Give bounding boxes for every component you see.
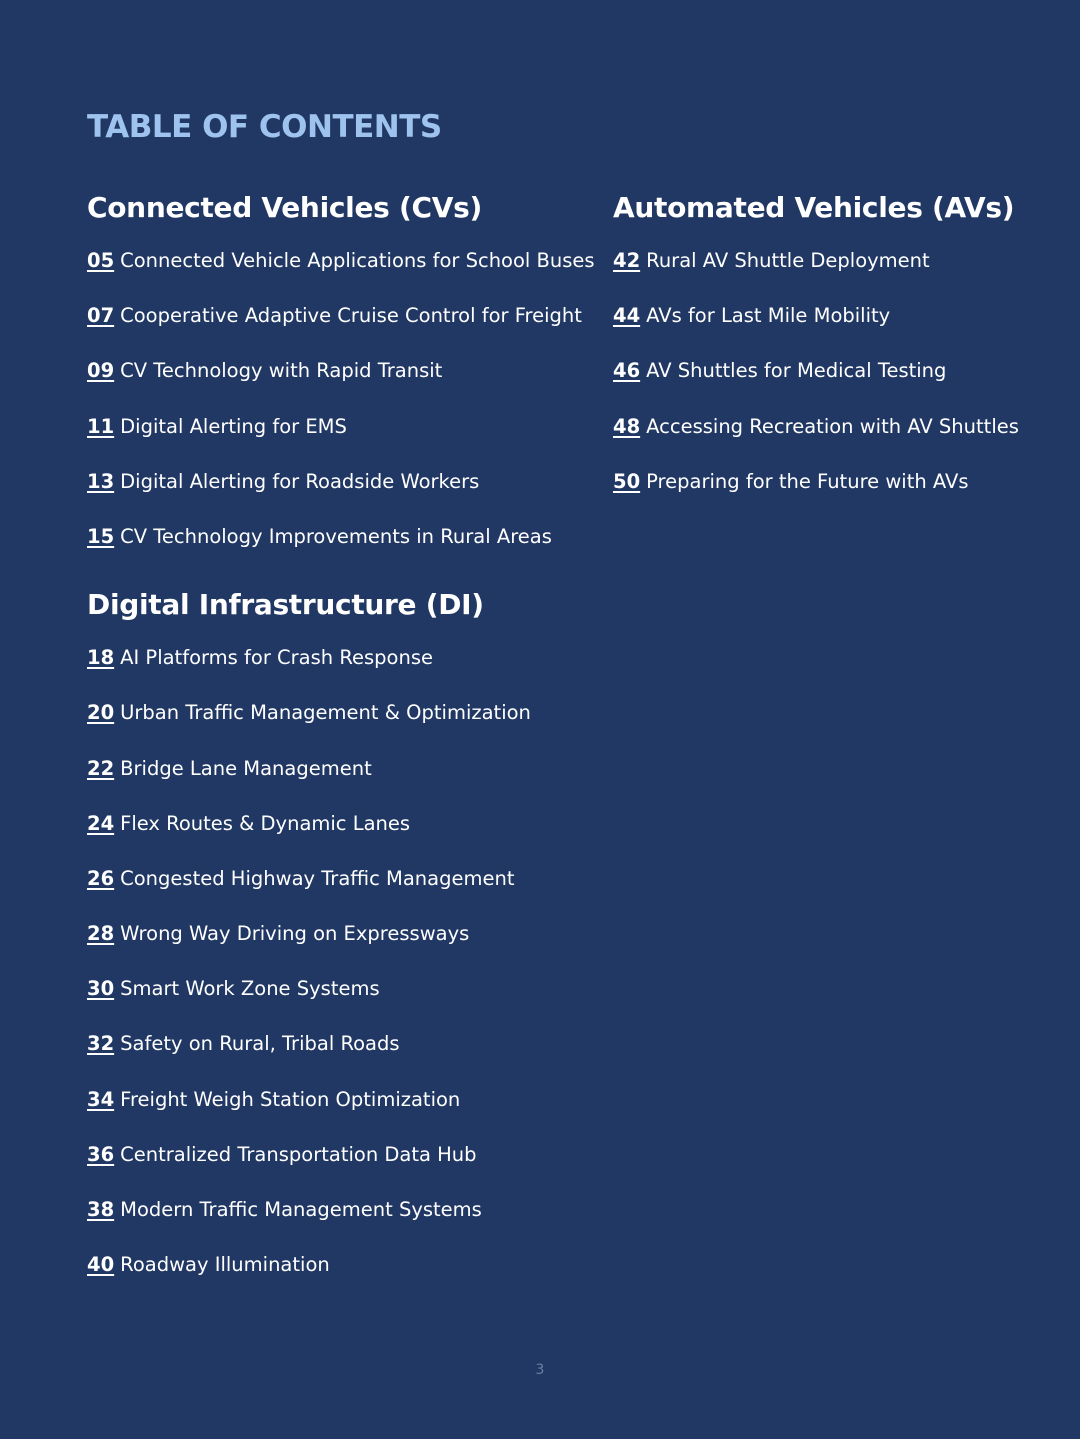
toc-entry-title: Digital Alerting for Roadside Workers: [120, 469, 480, 493]
toc-entry-title: CV Technology Improvements in Rural Areas: [120, 524, 552, 548]
page-number: 3: [535, 1362, 545, 1378]
toc-entry[interactable]: [87, 643, 602, 698]
toc-entry[interactable]: [87, 1140, 602, 1195]
toc-page-link[interactable]: 42: [613, 249, 641, 272]
toc-page-link[interactable]: 13: [87, 469, 115, 493]
toc-entry-title: Connected Vehicle Applications for School Buses: [120, 249, 595, 272]
toc-entry[interactable]: [613, 356, 1053, 411]
toc-entry[interactable]: [87, 467, 602, 522]
toc-entry[interactable]: [613, 467, 1053, 522]
toc-page-link[interactable]: 11: [87, 414, 115, 438]
toc-page-link[interactable]: 50: [613, 469, 641, 493]
toc-page-link[interactable]: 30: [87, 977, 115, 1001]
toc-entry[interactable]: [87, 301, 602, 356]
automated-vehicles-entry-list: [613, 246, 1053, 522]
toc-entry-title: Modern Traffic Management Systems: [120, 1198, 482, 1221]
toc-entry-title: AV Shuttles for Medical Testing: [646, 359, 947, 383]
toc-page-link[interactable]: 26: [87, 866, 115, 890]
toc-page-link[interactable]: 40: [87, 1253, 115, 1277]
toc-entry-title: Bridge Lane Management: [120, 756, 372, 780]
toc-entry[interactable]: [87, 974, 602, 1029]
toc-entry-title: Rural AV Shuttle Deployment: [646, 249, 930, 272]
toc-page-link[interactable]: 05: [87, 249, 115, 272]
toc-page-link[interactable]: 48: [613, 414, 641, 438]
toc-entry-title: Wrong Way Driving on Expressways: [120, 922, 470, 946]
toc-entry-title: Freight Weigh Station Optimization: [120, 1087, 461, 1111]
toc-entry[interactable]: [87, 864, 602, 919]
toc-entry[interactable]: [613, 412, 1053, 467]
toc-entry-title: AVs for Last Mile Mobility: [646, 304, 891, 328]
toc-page-link[interactable]: 15: [87, 524, 115, 548]
toc-entry[interactable]: [87, 356, 602, 411]
toc-page-link[interactable]: 32: [87, 1032, 115, 1056]
left-column: [87, 186, 602, 1305]
toc-entry-title: AI Platforms for Crash Response: [120, 646, 433, 670]
digital-infrastructure-entry-list: [87, 643, 602, 1305]
toc-page-link[interactable]: 38: [87, 1198, 115, 1221]
toc-entry[interactable]: [87, 809, 602, 864]
toc-entry[interactable]: [87, 1085, 602, 1140]
toc-entry-title: CV Technology with Rapid Transit: [120, 359, 443, 383]
toc-page-link[interactable]: 18: [87, 646, 115, 670]
toc-page-link[interactable]: 34: [87, 1087, 115, 1111]
toc-page-link[interactable]: 24: [87, 811, 115, 835]
toc-entry[interactable]: [87, 1195, 602, 1250]
toc-entry[interactable]: [87, 246, 602, 301]
toc-entry[interactable]: [87, 412, 602, 467]
toc-entry-title: Roadway Illumination: [120, 1253, 330, 1277]
toc-page-link[interactable]: 28: [87, 922, 115, 946]
section-heading-connected-vehicles: Connected Vehicles (CVs): [87, 191, 482, 224]
connected-vehicles-entry-list: [87, 246, 602, 577]
toc-entry[interactable]: [87, 698, 602, 753]
toc-entry[interactable]: [613, 301, 1053, 356]
toc-entry[interactable]: [87, 754, 602, 809]
right-column: [613, 186, 1053, 522]
toc-entry-title: Smart Work Zone Systems: [120, 977, 380, 1001]
toc-entry-title: Preparing for the Future with AVs: [646, 469, 969, 493]
toc-entry-title: Digital Alerting for EMS: [120, 414, 347, 438]
toc-page-link[interactable]: 20: [87, 701, 115, 725]
toc-entry-title: Urban Traffic Management & Optimization: [120, 701, 531, 725]
toc-entry-title: Congested Highway Traffic Management: [120, 866, 515, 890]
toc-page-link[interactable]: 22: [87, 756, 115, 780]
toc-entry[interactable]: [613, 246, 1053, 301]
toc-page-link[interactable]: 46: [613, 359, 641, 383]
toc-page-link[interactable]: 36: [87, 1142, 115, 1166]
toc-page-link[interactable]: 44: [613, 304, 641, 328]
toc-entry[interactable]: [87, 1250, 602, 1305]
toc-title: TABLE OF CONTENTS: [87, 109, 442, 145]
toc-entry-title: Centralized Transportation Data Hub: [120, 1142, 477, 1166]
toc-entry-title: Flex Routes & Dynamic Lanes: [120, 811, 411, 835]
toc-entry[interactable]: [87, 919, 602, 974]
toc-page-link[interactable]: 07: [87, 304, 115, 328]
toc-entry-title: Safety on Rural, Tribal Roads: [120, 1032, 400, 1056]
toc-page-link[interactable]: 09: [87, 359, 115, 383]
section-heading-automated-vehicles: Automated Vehicles (AVs): [613, 191, 1015, 224]
toc-entry[interactable]: [87, 1029, 602, 1084]
section-heading-digital-infrastructure: Digital Infrastructure (DI): [87, 588, 484, 622]
toc-entry-title: Cooperative Adaptive Cruise Control for Freight: [120, 304, 582, 328]
toc-entry[interactable]: [87, 522, 602, 577]
toc-entry-title: Accessing Recreation with AV Shuttles: [646, 414, 1019, 438]
